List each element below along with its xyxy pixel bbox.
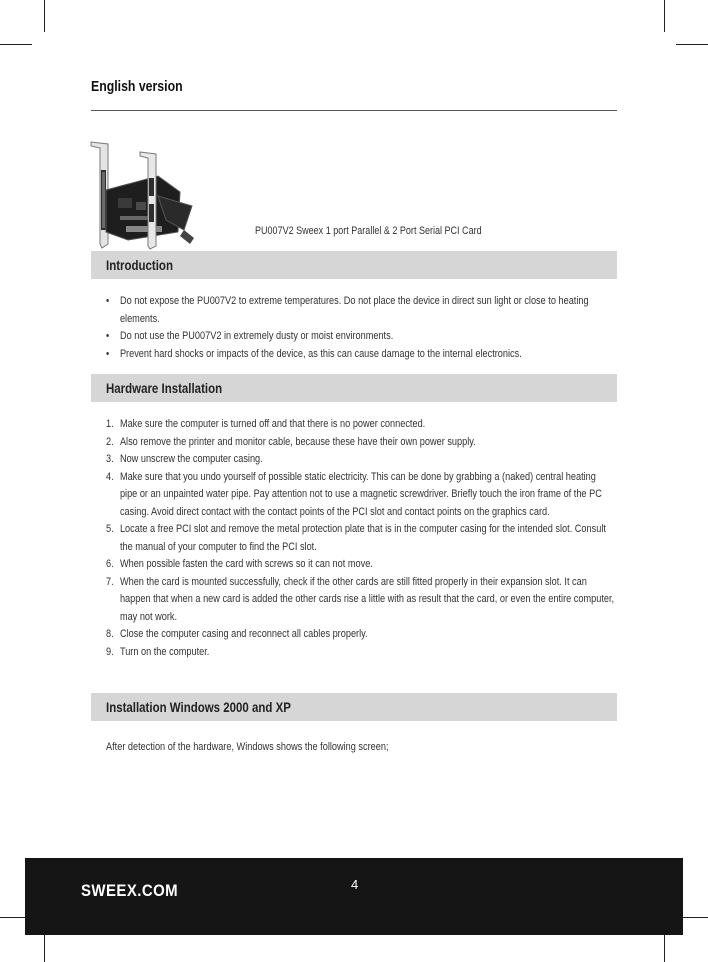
list-item: • Do not use the PU007V2 in extremely dusty or moist environments. xyxy=(106,328,614,346)
step-number: 8. xyxy=(106,628,114,640)
step-text: Now unscrew the computer casing. xyxy=(119,453,263,465)
list-item xyxy=(106,556,614,574)
step-text: When the card is mounted successfully, check if the other cards are still fitted properly in their expansion slot. It can happen that when a new card is added the other cards rise a little with as result that the card, or even the entire computer, may not work. xyxy=(119,575,615,623)
step-text: Locate a free PCI slot and remove the metal protection plate that is in the computer casing for the intended slot. Consult the manual of your computer to find the PCI slot. xyxy=(119,523,606,553)
step-text: Also remove the printer and monitor cable, because these have their own power supply. xyxy=(119,435,476,448)
list-item xyxy=(106,644,614,662)
page-title: English version xyxy=(91,78,183,95)
windows-body: After detection of the hardware, Windows shows the following screen; xyxy=(106,741,389,753)
section-title: Introduction xyxy=(106,257,173,273)
step-number: 4. xyxy=(106,470,114,483)
crop-mark xyxy=(676,44,708,45)
section-heading-hardware xyxy=(91,374,617,402)
list-item xyxy=(106,451,614,469)
step-number: 9. xyxy=(106,645,114,658)
footer-bar xyxy=(25,858,683,935)
step-text: Make sure that you undo yourself of possible static electricity. This can be done by grabbing a (naked) central heating pipe or an unpainted water pipe. Pay attention not to use a magnetic screwdriver. Briefly touch the iron frame of the PC casing. Avoid direct contact with the contact points of the PCI slot and contact points on the graphics card. xyxy=(119,470,602,518)
step-text: Turn on the computer. xyxy=(119,645,210,658)
crop-mark xyxy=(44,0,45,32)
brand-logo: SWEEX.COM xyxy=(81,881,179,900)
step-number: 3. xyxy=(106,453,114,465)
step-number: 7. xyxy=(106,575,114,588)
list-item xyxy=(106,521,614,556)
step-text: When possible fasten the card with screws so it can not move. xyxy=(119,558,373,570)
pci-card-image xyxy=(88,140,200,250)
step-text: Close the computer casing and reconnect all cables properly. xyxy=(119,628,368,640)
header-divider xyxy=(91,110,617,111)
step-number: 1. xyxy=(106,418,114,430)
section-title: Installation Windows 2000 and XP xyxy=(106,699,291,715)
step-number: 5. xyxy=(106,523,114,535)
introduction-list xyxy=(106,293,614,363)
page-number: 4 xyxy=(351,877,359,892)
step-number: 6. xyxy=(106,558,114,570)
section-title: Hardware Installation xyxy=(106,380,223,396)
section-heading-windows xyxy=(91,693,617,721)
list-item xyxy=(106,626,614,644)
list-item xyxy=(106,434,614,452)
section-heading-introduction xyxy=(91,251,617,279)
image-caption: PU007V2 Sweex 1 port Parallel & 2 Port Serial PCI Card xyxy=(255,225,482,237)
step-text: Make sure the computer is turned off and that there is no power connected. xyxy=(119,418,426,430)
crop-mark xyxy=(0,44,32,45)
crop-mark xyxy=(664,0,665,32)
list-item xyxy=(106,574,614,627)
list-item xyxy=(106,416,614,434)
list-item xyxy=(106,469,614,522)
hardware-steps xyxy=(106,416,614,661)
list-item: • Prevent hard shocks or impacts of the device, as this can cause damage to the internal electronics. xyxy=(106,346,614,364)
list-item: • Do not expose the PU007V2 to extreme temperatures. Do not place the device in direct sun light or close to heating elements. xyxy=(106,293,614,328)
step-number: 2. xyxy=(106,435,114,448)
